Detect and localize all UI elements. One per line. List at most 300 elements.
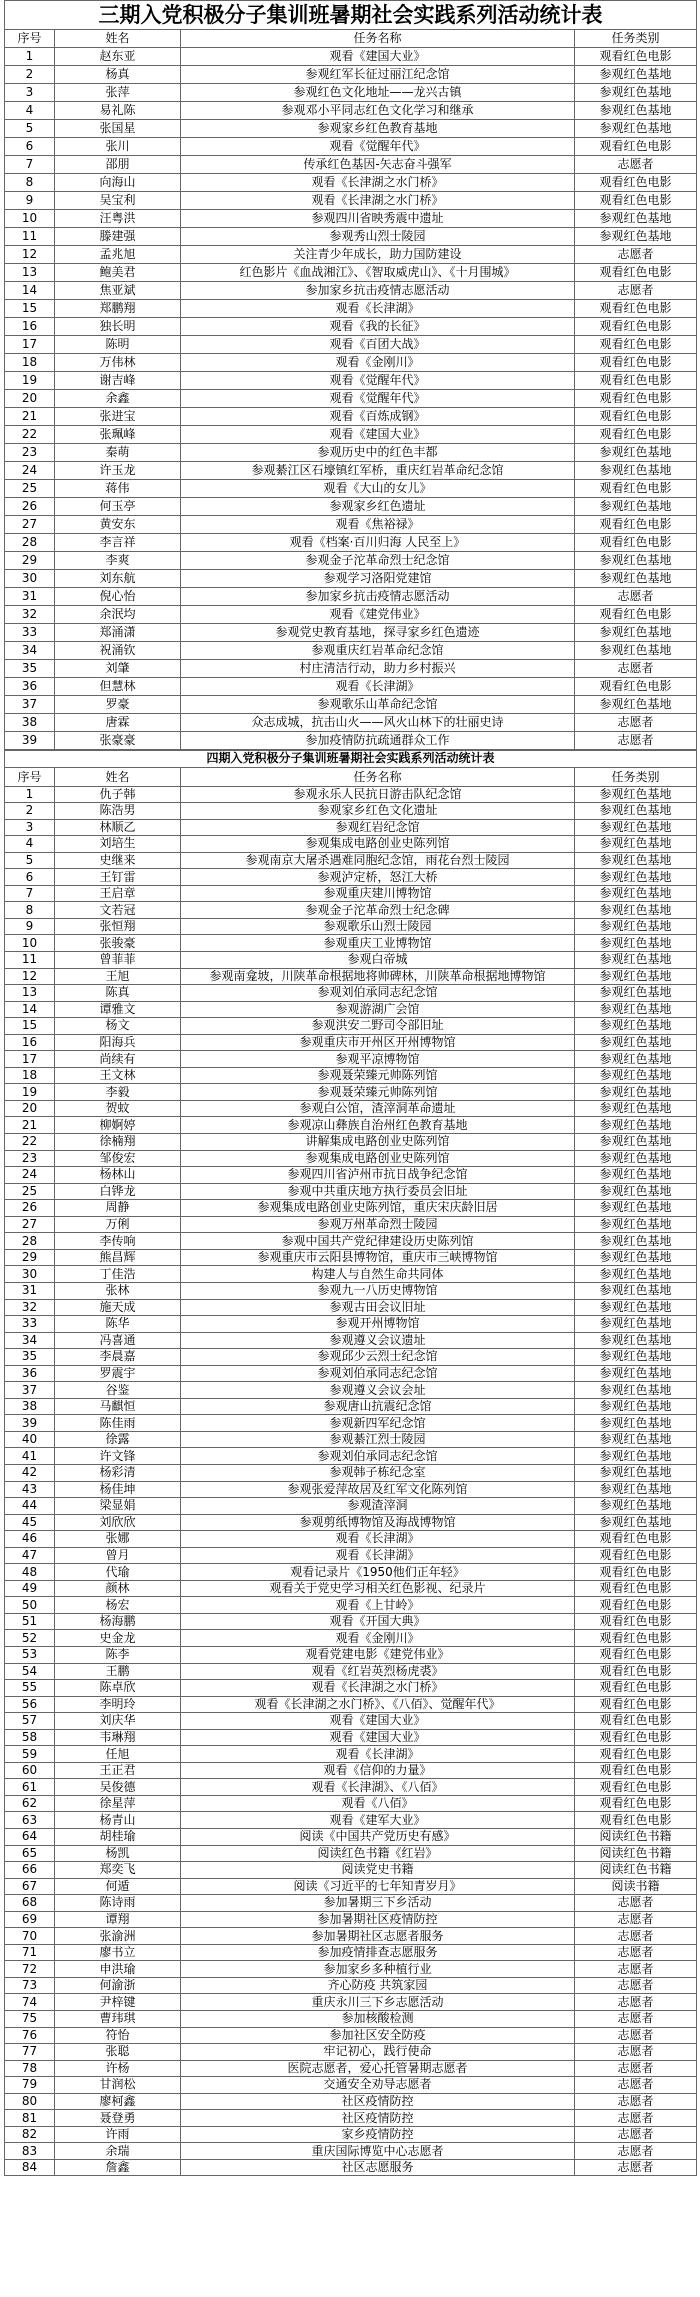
- task-name: 观看《长津湖》: [181, 300, 575, 318]
- task-category: 观看红色电影: [575, 174, 697, 192]
- member-name: 刘庆华: [55, 1713, 181, 1730]
- table-row: [5, 1431, 697, 1448]
- member-name: 徐露: [55, 1431, 181, 1448]
- row-index: 75: [5, 2011, 55, 2028]
- table-row: [5, 1001, 697, 1018]
- row-index: 8: [5, 174, 55, 192]
- task-name: 观看《建国大业》: [181, 426, 575, 444]
- member-name: 祝涌钦: [55, 642, 181, 660]
- task-category: 志愿者: [575, 714, 697, 732]
- member-name: 徐星萍: [55, 1795, 181, 1812]
- task-category: 志愿者: [575, 1928, 697, 1945]
- member-name: 但慧林: [55, 678, 181, 696]
- member-name: 何玉亭: [55, 498, 181, 516]
- table-row: [5, 1862, 697, 1879]
- table-row: [5, 1448, 697, 1465]
- row-index: 36: [5, 678, 55, 696]
- table-row: [5, 300, 697, 318]
- member-name: 张恒翔: [55, 918, 181, 935]
- task-name: 参加疫情排查志愿服务: [181, 1944, 575, 1961]
- task-name: 参观游湖广会馆: [181, 1001, 575, 1018]
- task-category: 观看红色电影: [575, 1680, 697, 1697]
- row-index: 47: [5, 1547, 55, 1564]
- member-name: 郑涌潇: [55, 624, 181, 642]
- task-name: 参加暑期社区志愿者服务: [181, 1928, 575, 1945]
- task-category: 参观红色基地: [575, 1034, 697, 1051]
- member-name: 冯喜通: [55, 1332, 181, 1349]
- task-name: 观看《建党伟业》: [181, 606, 575, 624]
- member-name: 陈卓欣: [55, 1680, 181, 1697]
- row-index: 65: [5, 1845, 55, 1862]
- task-name: 参观金子沱革命烈士纪念馆: [181, 552, 575, 570]
- table-row: [5, 1928, 697, 1945]
- row-index: 31: [5, 588, 55, 606]
- task-category: 参观红色基地: [575, 1415, 697, 1432]
- table-row: [5, 642, 697, 660]
- table-title: 四期入党积极分子集训班暑期社会实践系列活动统计表: [5, 751, 697, 768]
- task-category: 参观红色基地: [575, 66, 697, 84]
- task-category: 参观红色基地: [575, 1183, 697, 1200]
- task-category: 参观红色基地: [575, 952, 697, 969]
- task-name: 观看《觉醒年代》: [181, 390, 575, 408]
- row-index: 33: [5, 624, 55, 642]
- member-name: 陈浩男: [55, 803, 181, 820]
- table-row: [5, 1233, 697, 1250]
- row-index: 6: [5, 138, 55, 156]
- task-name: 参观张爱萍故居及红军文化陈列馆: [181, 1481, 575, 1498]
- table-row: [5, 444, 697, 462]
- column-header-index: 序号: [5, 30, 55, 48]
- task-category: 参观红色基地: [575, 786, 697, 803]
- row-index: 31: [5, 1282, 55, 1299]
- task-name: 观看《金刚川》: [181, 1630, 575, 1647]
- task-category: 志愿者: [575, 732, 697, 750]
- member-name: 周静: [55, 1200, 181, 1217]
- member-name: 孟兆旭: [55, 246, 181, 264]
- member-name: 许文锋: [55, 1448, 181, 1465]
- member-name: 柳婀婷: [55, 1117, 181, 1134]
- task-name: 参观聂荣臻元帅陈列馆: [181, 1084, 575, 1101]
- task-name: 参观聂荣臻元帅陈列馆: [181, 1067, 575, 1084]
- member-name: 杨彩清: [55, 1464, 181, 1481]
- row-index: 21: [5, 408, 55, 426]
- task-name: 参观唐山抗震纪念馆: [181, 1398, 575, 1415]
- task-name: 参观遵义会议遗址: [181, 1332, 575, 1349]
- table-row: [5, 1100, 697, 1117]
- task-category: 观看红色电影: [575, 1746, 697, 1763]
- member-name: 张国星: [55, 120, 181, 138]
- member-name: 施天成: [55, 1299, 181, 1316]
- task-category: 志愿者: [575, 2093, 697, 2110]
- member-name: 何渝浙: [55, 1977, 181, 1994]
- table-row: [5, 1961, 697, 1978]
- task-category: 观看红色电影: [575, 390, 697, 408]
- task-category: 参观红色基地: [575, 1100, 697, 1117]
- task-name: 参观党史教育基地，探寻家乡红色遗迹: [181, 624, 575, 642]
- member-name: 陈佳雨: [55, 1415, 181, 1432]
- task-category: 参观红色基地: [575, 985, 697, 1002]
- task-category: 观看红色电影: [575, 1812, 697, 1829]
- table-row: [5, 1597, 697, 1614]
- table-row: [5, 1729, 697, 1746]
- row-index: 84: [5, 2159, 55, 2176]
- table-row: [5, 534, 697, 552]
- member-name: 张聪: [55, 2044, 181, 2061]
- member-name: 王钉雷: [55, 869, 181, 886]
- table-row: [5, 1514, 697, 1531]
- task-category: 观看红色电影: [575, 1696, 697, 1713]
- table-row: [5, 1266, 697, 1283]
- task-name: 观看记录片《1950他们正年轻》: [181, 1564, 575, 1581]
- task-category: 观看红色电影: [575, 138, 697, 156]
- task-name: 社区志愿服务: [181, 2159, 575, 2176]
- table-row: [5, 1845, 697, 1862]
- task-category: 志愿者: [575, 588, 697, 606]
- row-index: 38: [5, 714, 55, 732]
- member-name: 徐楠翔: [55, 1134, 181, 1151]
- task-name: 参观学习洛阳党建馆: [181, 570, 575, 588]
- table-row: [5, 1829, 697, 1846]
- row-index: 82: [5, 2126, 55, 2143]
- task-name: 参观平凉博物馆: [181, 1051, 575, 1068]
- member-name: 文若冠: [55, 902, 181, 919]
- row-index: 22: [5, 426, 55, 444]
- task-category: 参观红色基地: [575, 1001, 697, 1018]
- member-name: 丁佳浩: [55, 1266, 181, 1283]
- row-index: 46: [5, 1531, 55, 1548]
- member-name: 杨佳坤: [55, 1481, 181, 1498]
- task-name: 参加家乡多种植行业: [181, 1961, 575, 1978]
- task-name: 参观綦江烈士陵园: [181, 1431, 575, 1448]
- row-index: 26: [5, 1200, 55, 1217]
- task-category: 观看红色电影: [575, 1564, 697, 1581]
- table-row: [5, 2110, 697, 2127]
- task-name: 观看《建国大业》: [181, 1729, 575, 1746]
- task-category: 参观红色基地: [575, 803, 697, 820]
- row-index: 62: [5, 1795, 55, 1812]
- task-category: 观看红色电影: [575, 1580, 697, 1597]
- table-row: [5, 102, 697, 120]
- table-row: [5, 552, 697, 570]
- table-title-row: [5, 1, 697, 30]
- table-row: [5, 2093, 697, 2110]
- row-index: 6: [5, 869, 55, 886]
- member-name: 张进宝: [55, 408, 181, 426]
- row-index: 33: [5, 1316, 55, 1333]
- row-index: 29: [5, 1249, 55, 1266]
- table-row: [5, 1696, 697, 1713]
- task-name: 参观永乐人民抗日游击队纪念馆: [181, 786, 575, 803]
- task-category: 参观红色基地: [575, 1481, 697, 1498]
- member-name: 尚续有: [55, 1051, 181, 1068]
- task-category: 志愿者: [575, 2110, 697, 2127]
- row-index: 44: [5, 1498, 55, 1515]
- table-row: [5, 1630, 697, 1647]
- task-category: 观看红色电影: [575, 264, 697, 282]
- table-row: [5, 1680, 697, 1697]
- table-row: [5, 1299, 697, 1316]
- row-index: 49: [5, 1580, 55, 1597]
- member-name: 唐霖: [55, 714, 181, 732]
- task-name: 参观红岩纪念馆: [181, 819, 575, 836]
- task-category: 参观红色基地: [575, 918, 697, 935]
- table-header-row: [5, 767, 697, 786]
- row-index: 27: [5, 516, 55, 534]
- member-name: 张渝洲: [55, 1928, 181, 1945]
- member-name: 代瑜: [55, 1564, 181, 1581]
- row-index: 37: [5, 1382, 55, 1399]
- table-row: [5, 588, 697, 606]
- task-name: 观看《大山的女儿》: [181, 480, 575, 498]
- table-row: [5, 228, 697, 246]
- member-name: 余鑫: [55, 390, 181, 408]
- row-index: 54: [5, 1663, 55, 1680]
- row-index: 24: [5, 1167, 55, 1184]
- task-category: 观看红色电影: [575, 534, 697, 552]
- task-name: 参观綦江区石壕镇红军桥，重庆红岩革命纪念馆: [181, 462, 575, 480]
- member-name: 王启章: [55, 885, 181, 902]
- column-header-name: 姓名: [55, 30, 181, 48]
- row-index: 71: [5, 1944, 55, 1961]
- row-index: 16: [5, 318, 55, 336]
- row-index: 11: [5, 952, 55, 969]
- row-index: 30: [5, 570, 55, 588]
- row-index: 1: [5, 786, 55, 803]
- task-category: 志愿者: [575, 2011, 697, 2028]
- row-index: 43: [5, 1481, 55, 1498]
- task-name: 观看《金刚川》: [181, 354, 575, 372]
- table-title: 三期入党积极分子集训班暑期社会实践系列活动统计表: [5, 1, 697, 30]
- task-category: 观看红色电影: [575, 480, 697, 498]
- task-name: 参观重庆建川博物馆: [181, 885, 575, 902]
- task-name: 参观邓小平同志红色文化学习和继承: [181, 102, 575, 120]
- task-category: 参观红色基地: [575, 210, 697, 228]
- task-name: 参观韩子栋纪念室: [181, 1464, 575, 1481]
- table-row: [5, 1994, 697, 2011]
- member-name: 王旭: [55, 968, 181, 985]
- table-row: [5, 1398, 697, 1415]
- task-category: 参观红色基地: [575, 1398, 697, 1415]
- row-index: 39: [5, 732, 55, 750]
- table-row: [5, 210, 697, 228]
- table-row: [5, 1663, 697, 1680]
- member-name: 罗豪: [55, 696, 181, 714]
- task-name: 传承红色基因-矢志奋斗强军: [181, 156, 575, 174]
- table-row: [5, 1332, 697, 1349]
- task-category: 参观红色基地: [575, 1266, 697, 1283]
- task-category: 参观红色基地: [575, 1431, 697, 1448]
- member-name: 曾菲菲: [55, 952, 181, 969]
- task-name: 阅读《中国共产党历史有感》: [181, 1829, 575, 1846]
- row-index: 48: [5, 1564, 55, 1581]
- table-row: [5, 1150, 697, 1167]
- member-name: 谷鉴: [55, 1382, 181, 1399]
- task-name: 参观金子沱革命烈士纪念碑: [181, 902, 575, 919]
- table-row: [5, 1018, 697, 1035]
- task-category: 参观红色基地: [575, 1349, 697, 1366]
- task-name: 观看《长津湖之水门桥》: [181, 192, 575, 210]
- task-name: 参观集成电路创业史陈列馆: [181, 836, 575, 853]
- table-row: [5, 852, 697, 869]
- row-index: 32: [5, 1299, 55, 1316]
- row-index: 69: [5, 1911, 55, 1928]
- table-row: [5, 696, 697, 714]
- member-name: 吴宝利: [55, 192, 181, 210]
- table-row: [5, 318, 697, 336]
- member-name: 王文林: [55, 1067, 181, 1084]
- member-name: 张珮峰: [55, 426, 181, 444]
- table-row: [5, 246, 697, 264]
- task-category: 观看红色电影: [575, 1713, 697, 1730]
- row-index: 8: [5, 902, 55, 919]
- task-category: 观看红色电影: [575, 1613, 697, 1630]
- table-row: [5, 985, 697, 1002]
- member-name: 杨凯: [55, 1845, 181, 1862]
- table-row: [5, 1531, 697, 1548]
- table-row: [5, 1167, 697, 1184]
- row-index: 60: [5, 1762, 55, 1779]
- member-name: 杨海鹏: [55, 1613, 181, 1630]
- table-row: [5, 138, 697, 156]
- task-name: 观看《长津湖之水门桥》: [181, 174, 575, 192]
- table-row: [5, 1713, 697, 1730]
- table-row: [5, 354, 697, 372]
- task-category: 观看红色电影: [575, 408, 697, 426]
- table-row: [5, 498, 697, 516]
- table-row: [5, 2077, 697, 2094]
- task-name: 观看《八佰》: [181, 1795, 575, 1812]
- row-index: 77: [5, 2044, 55, 2061]
- table-row: [5, 1613, 697, 1630]
- task-name: 参观九一八历史博物馆: [181, 1282, 575, 1299]
- task-name: 参观万州革命烈士陵园: [181, 1216, 575, 1233]
- task-name: 参观古田会议旧址: [181, 1299, 575, 1316]
- table-row: [5, 1944, 697, 1961]
- table-row: [5, 2126, 697, 2143]
- task-category: 参观红色基地: [575, 1299, 697, 1316]
- member-name: 张骏豪: [55, 935, 181, 952]
- member-name: 滕建强: [55, 228, 181, 246]
- task-name: 观看《信仰的力量》: [181, 1762, 575, 1779]
- row-index: 11: [5, 228, 55, 246]
- task-category: 参观红色基地: [575, 1067, 697, 1084]
- task-category: 参观红色基地: [575, 1249, 697, 1266]
- table-row: [5, 1481, 697, 1498]
- table-row: [5, 1183, 697, 1200]
- member-name: 韦琳翔: [55, 1729, 181, 1746]
- row-index: 58: [5, 1729, 55, 1746]
- task-category: 参观红色基地: [575, 1332, 697, 1349]
- task-name: 参观重庆市云阳县博物馆，重庆市三峡博物馆: [181, 1249, 575, 1266]
- task-name: 参观泸定桥，怒江大桥: [181, 869, 575, 886]
- task-category: 观看红色电影: [575, 678, 697, 696]
- member-name: 陈李: [55, 1646, 181, 1663]
- row-index: 12: [5, 968, 55, 985]
- task-name: 关注青少年成长，助力国防建设: [181, 246, 575, 264]
- column-header-task: 任务名称: [181, 767, 575, 786]
- task-name: 讲解集成电路创业史陈列馆: [181, 1134, 575, 1151]
- member-name: 廖柯鑫: [55, 2093, 181, 2110]
- row-index: 2: [5, 803, 55, 820]
- column-header-category: 任务类别: [575, 30, 697, 48]
- task-name: 观看《百炼成钢》: [181, 408, 575, 426]
- member-name: 聂登勇: [55, 2110, 181, 2127]
- task-name: 观看《长津湖》: [181, 1746, 575, 1763]
- row-index: 12: [5, 246, 55, 264]
- task-name: 交通安全劝导志愿者: [181, 2077, 575, 2094]
- row-index: 27: [5, 1216, 55, 1233]
- member-name: 许雨: [55, 2126, 181, 2143]
- task-name: 参观重庆市开州区开州博物馆: [181, 1034, 575, 1051]
- table-row: [5, 408, 697, 426]
- row-index: 34: [5, 642, 55, 660]
- task-category: 志愿者: [575, 660, 697, 678]
- member-name: 杨青山: [55, 1812, 181, 1829]
- row-index: 9: [5, 918, 55, 935]
- task-category: 志愿者: [575, 1895, 697, 1912]
- member-name: 刘培生: [55, 836, 181, 853]
- row-index: 19: [5, 1084, 55, 1101]
- task-category: 参观红色基地: [575, 552, 697, 570]
- task-category: 观看红色电影: [575, 1531, 697, 1548]
- column-header-index: 序号: [5, 767, 55, 786]
- task-name: 参观家乡红色遗址: [181, 498, 575, 516]
- table-row: [5, 1249, 697, 1266]
- row-index: 10: [5, 935, 55, 952]
- task-category: 参观红色基地: [575, 1448, 697, 1465]
- task-category: 参观红色基地: [575, 968, 697, 985]
- table-row: [5, 1762, 697, 1779]
- table-row: [5, 282, 697, 300]
- task-category: 参观红色基地: [575, 1498, 697, 1515]
- row-index: 19: [5, 372, 55, 390]
- table-row: [5, 1746, 697, 1763]
- task-name: 观看《开国大典》: [181, 1613, 575, 1630]
- member-name: 梁显娟: [55, 1498, 181, 1515]
- table-title-row: [5, 751, 697, 768]
- member-name: 王正君: [55, 1762, 181, 1779]
- task-name: 观看《上甘岭》: [181, 1597, 575, 1614]
- task-category: 观看红色电影: [575, 1646, 697, 1663]
- task-category: 志愿者: [575, 1994, 697, 2011]
- member-name: 詹鑫: [55, 2159, 181, 2176]
- row-index: 22: [5, 1134, 55, 1151]
- row-index: 1: [5, 48, 55, 66]
- member-name: 张林: [55, 1282, 181, 1299]
- member-name: 汪粤洪: [55, 210, 181, 228]
- member-name: 仇子韩: [55, 786, 181, 803]
- task-name: 参观中国共产党纪律建设历史陈列馆: [181, 1233, 575, 1250]
- task-category: 阅读红色书籍: [575, 1845, 697, 1862]
- row-index: 63: [5, 1812, 55, 1829]
- member-name: 杨宏: [55, 1597, 181, 1614]
- task-name: 参观重庆红岩革命纪念馆: [181, 642, 575, 660]
- table-row: [5, 1547, 697, 1564]
- task-category: 参观红色基地: [575, 228, 697, 246]
- task-category: 参观红色基地: [575, 1134, 697, 1151]
- task-name: 医院志愿者，爱心托管暑期志愿者: [181, 2060, 575, 2077]
- task-category: 参观红色基地: [575, 852, 697, 869]
- row-index: 66: [5, 1862, 55, 1879]
- member-name: 林顺乙: [55, 819, 181, 836]
- task-category: 观看红色电影: [575, 606, 697, 624]
- task-name: 参观剪纸博物馆及海战博物馆: [181, 1514, 575, 1531]
- task-category: 志愿者: [575, 282, 697, 300]
- table-row: [5, 1895, 697, 1912]
- row-index: 45: [5, 1514, 55, 1531]
- row-index: 40: [5, 1431, 55, 1448]
- table-row: [5, 935, 697, 952]
